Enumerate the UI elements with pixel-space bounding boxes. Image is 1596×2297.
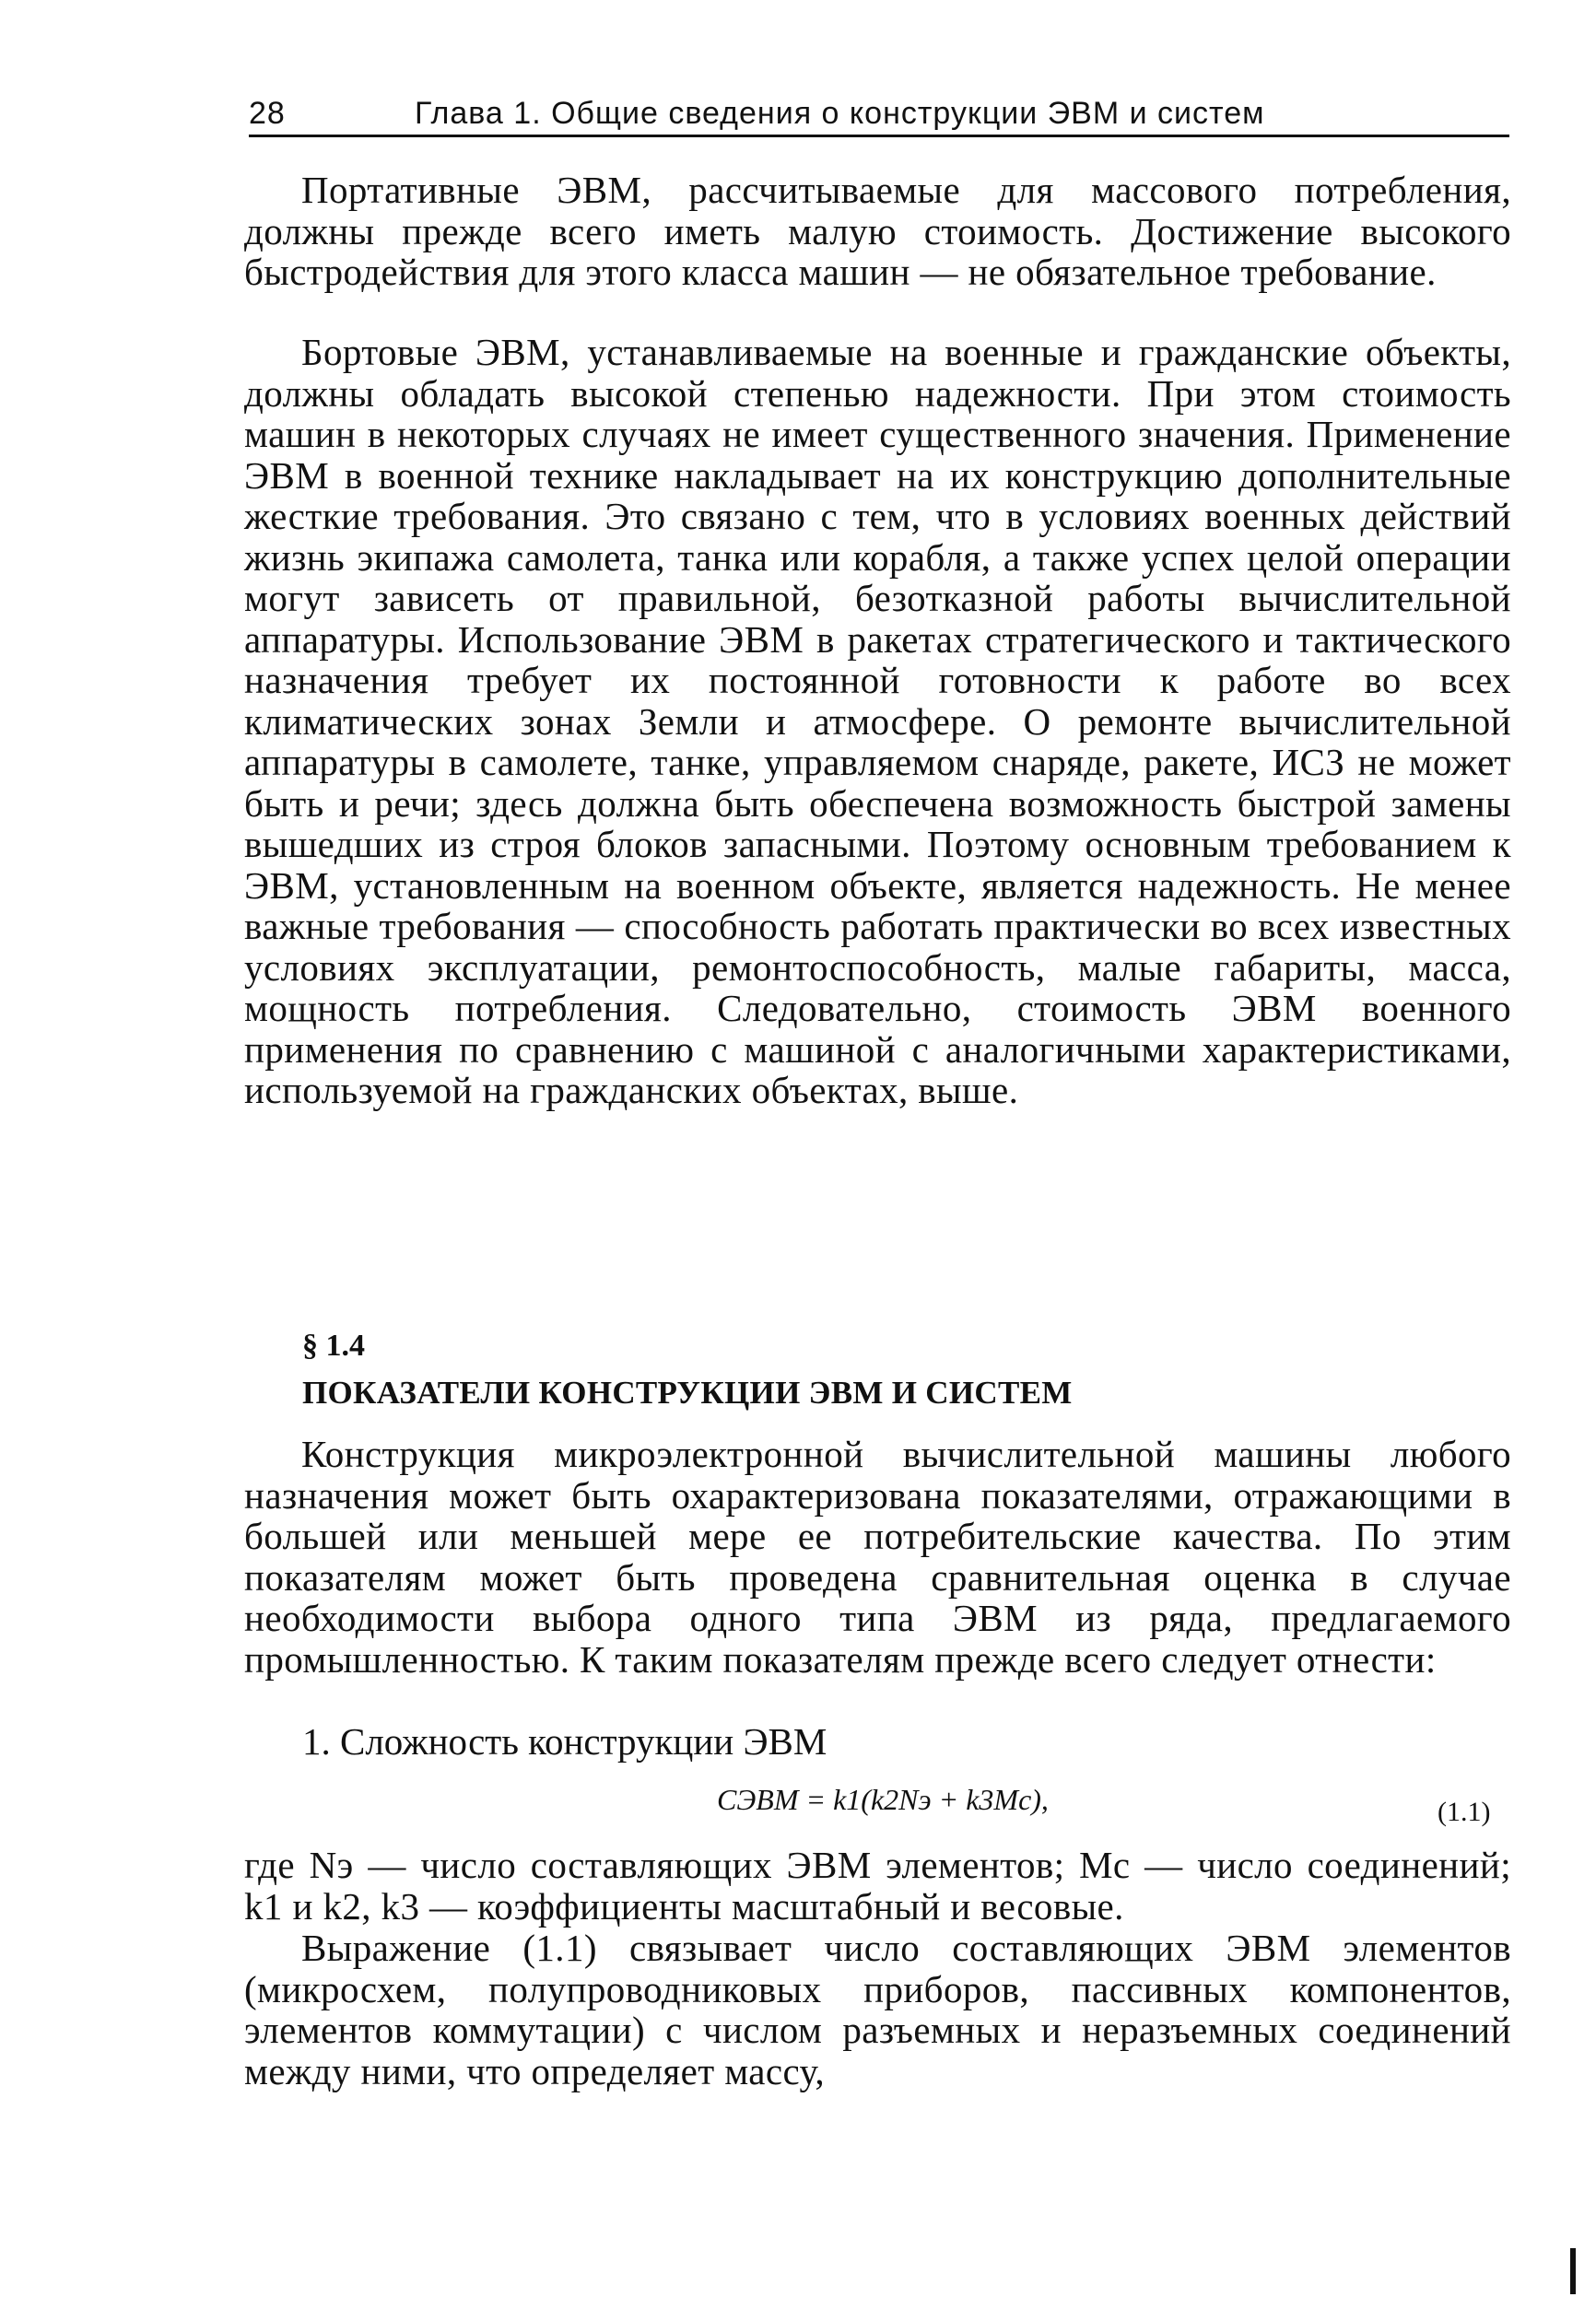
paragraph-construction — [244, 1434, 1511, 1680]
paragraph-text: Конструкция микроэлектронной вычислительной машины любого назначения может быть охарактеризована показателями, отражающими в большей или меньшей мере ее потребительские качества. По этим показателям может быть проведена сравнительная оценка в случае необходимости выбора одного типа ЭВМ из ряда, предлагаемого промышленностью. К таким показателям прежде всего следует отнести: — [244, 1433, 1511, 1681]
page-number: 28 — [249, 96, 286, 131]
paragraph-where — [244, 1845, 1511, 1927]
paragraph-text: Выражение (1.1) связывает число составляющих ЭВМ элементов (микросхем, полупроводниковых приборов, пассивных компонентов, элементов коммутации) с числом разъемных и неразъемных соединений между ними, что определяет массу, — [244, 1927, 1511, 2092]
paragraph-text: Портативные ЭВМ, рассчитываемые для массового потребления, должны прежде всего иметь малую стоимость. Достижение высокого быстродействия для этого класса машин — не обязательное требование. — [244, 169, 1511, 293]
paragraph-expression — [244, 1928, 1511, 2092]
list-item: 1. Сложность конструкции ЭВМ — [302, 1720, 827, 1763]
paragraph-onboard — [244, 332, 1511, 1111]
formula: CЭВМ = k1(k2Nэ + k3Mс), — [717, 1783, 1049, 1816]
section-title: ПОКАЗАТЕЛИ КОНСТРУКЦИИ ЭВМ И СИСТЕМ — [302, 1375, 1073, 1411]
running-title: Глава 1. Общие сведения о конструкции ЭВМ и систем — [415, 96, 1265, 131]
page-header — [249, 88, 1509, 137]
paragraph-portable — [244, 170, 1511, 293]
paragraph-text: Бортовые ЭВМ, устанавливаемые на военные и гражданские объекты, должны обладать высокой степенью надежности. При этом стоимость машин в некоторых случаях не имеет существенного значения. Применение ЭВМ в военной технике накладывает на их конструкцию дополнительные жесткие требования. Это связано с тем, что в условиях военных действий жизнь экипажа самолета, танка или корабля, а также успех целой операции могут зависеть от правильной, безотказной работы вычислительной аппаратуры. Использование ЭВМ в ракетах стратегического и тактического назначения требует их постоянной готовности к работе во всех климатических зонах Земли и атмосфере. О ремонте вычислительной аппаратуры в самолете, танке, управляемом снаряде, ракете, ИСЗ не может быть и речи; здесь должна быть обеспечена возможность быстрой замены вышедших из строя блоков запасными. Поэтому основным требованием к ЭВМ, установленным на военном объекте, является надежность. Не менее важные требования — способность работать практически во всех известных условиях эксплуатации, ремонтоспособность, малые габариты, масса, мощность потребления. Следовательно, стоимость ЭВМ военного применения по сравнению с машиной с аналогичными характеристиками, используемой на гражданских объектах, выше. — [244, 331, 1511, 1111]
paragraph-text: где Nэ — число составляющих ЭВМ элементов; Mс — число соединений; k1 и k2, k3 — коэффициенты масштабный и весовые. — [244, 1844, 1511, 1928]
equation-number: (1.1) — [1438, 1797, 1491, 1827]
scan-edge-mark — [1570, 2248, 1576, 2294]
section-number: § 1.4 — [302, 1329, 365, 1363]
